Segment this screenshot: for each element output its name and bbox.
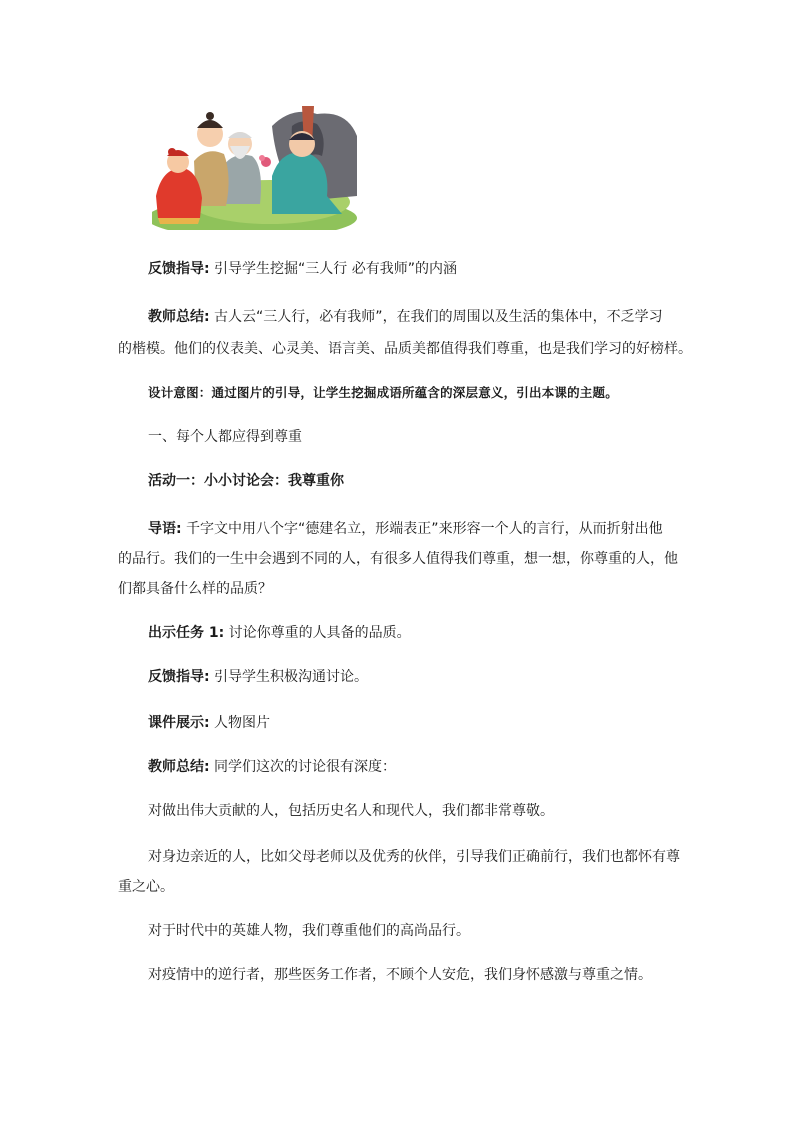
- design-intent-paragraph: 设计意图：通过图片的引导，让学生挖掘成语所蕴含的深层意义，引出本课的主题。: [148, 385, 618, 400]
- intro-paragraph-line-1: 导语: 千字文中用八个字“德建名立，形端表正”来形容一个人的言行，从而折射出他: [148, 521, 663, 537]
- intro-paragraph-line-3: 们都具备什么样的品质？: [118, 581, 272, 597]
- feedback-guidance-paragraph-1: 反馈指导: 引导学生挖掘“三人行 必有我师”的内涵: [148, 261, 458, 277]
- summary-point-heroes: 对于时代中的英雄人物，我们尊重他们的高尚品行。: [148, 923, 470, 939]
- task-one-paragraph: 出示任务 1: 讨论你尊重的人具备的品质。: [148, 625, 411, 641]
- courseware-display-paragraph: 课件展示: 人物图片: [148, 715, 271, 731]
- activity-one-heading: 活动一：小小讨论会：我尊重你: [148, 473, 344, 489]
- three-scholars-illustration: [152, 106, 358, 230]
- summary-point-close-people-line-1: 对身边亲近的人，比如父母老师以及优秀的伙伴，引导我们正确前行，我们也都怀有尊: [148, 849, 680, 865]
- teacher-summary-paragraph-1-line-2: 的楷模。他们的仪表美、心灵美、语言美、品质美都值得我们尊重，也是我们学习的好榜样。: [118, 341, 692, 357]
- summary-point-close-people-line-2: 重之心。: [118, 879, 174, 895]
- summary-point-great-contributors: 对做出伟大贡献的人，包括历史名人和现代人，我们都非常尊敬。: [148, 803, 554, 819]
- intro-paragraph-line-2: 的品行。我们的一生中会遇到不同的人，有很多人值得我们尊重，想一想，你尊重的人，他: [118, 551, 678, 567]
- section-heading-respect: 一、每个人都应得到尊重: [148, 429, 302, 445]
- summary-point-medical-workers: 对疫情中的逆行者，那些医务工作者，不顾个人安危，我们身怀感激与尊重之情。: [148, 967, 652, 983]
- teacher-summary-paragraph-1-line-1: 教师总结: 古人云“三人行，必有我师”，在我们的周围以及生活的集体中，不乏学习: [148, 309, 663, 325]
- teacher-summary-paragraph-2: 教师总结: 同学们这次的讨论很有深度：: [148, 759, 397, 775]
- feedback-guidance-paragraph-2: 反馈指导: 引导学生积极沟通讨论。: [148, 669, 369, 685]
